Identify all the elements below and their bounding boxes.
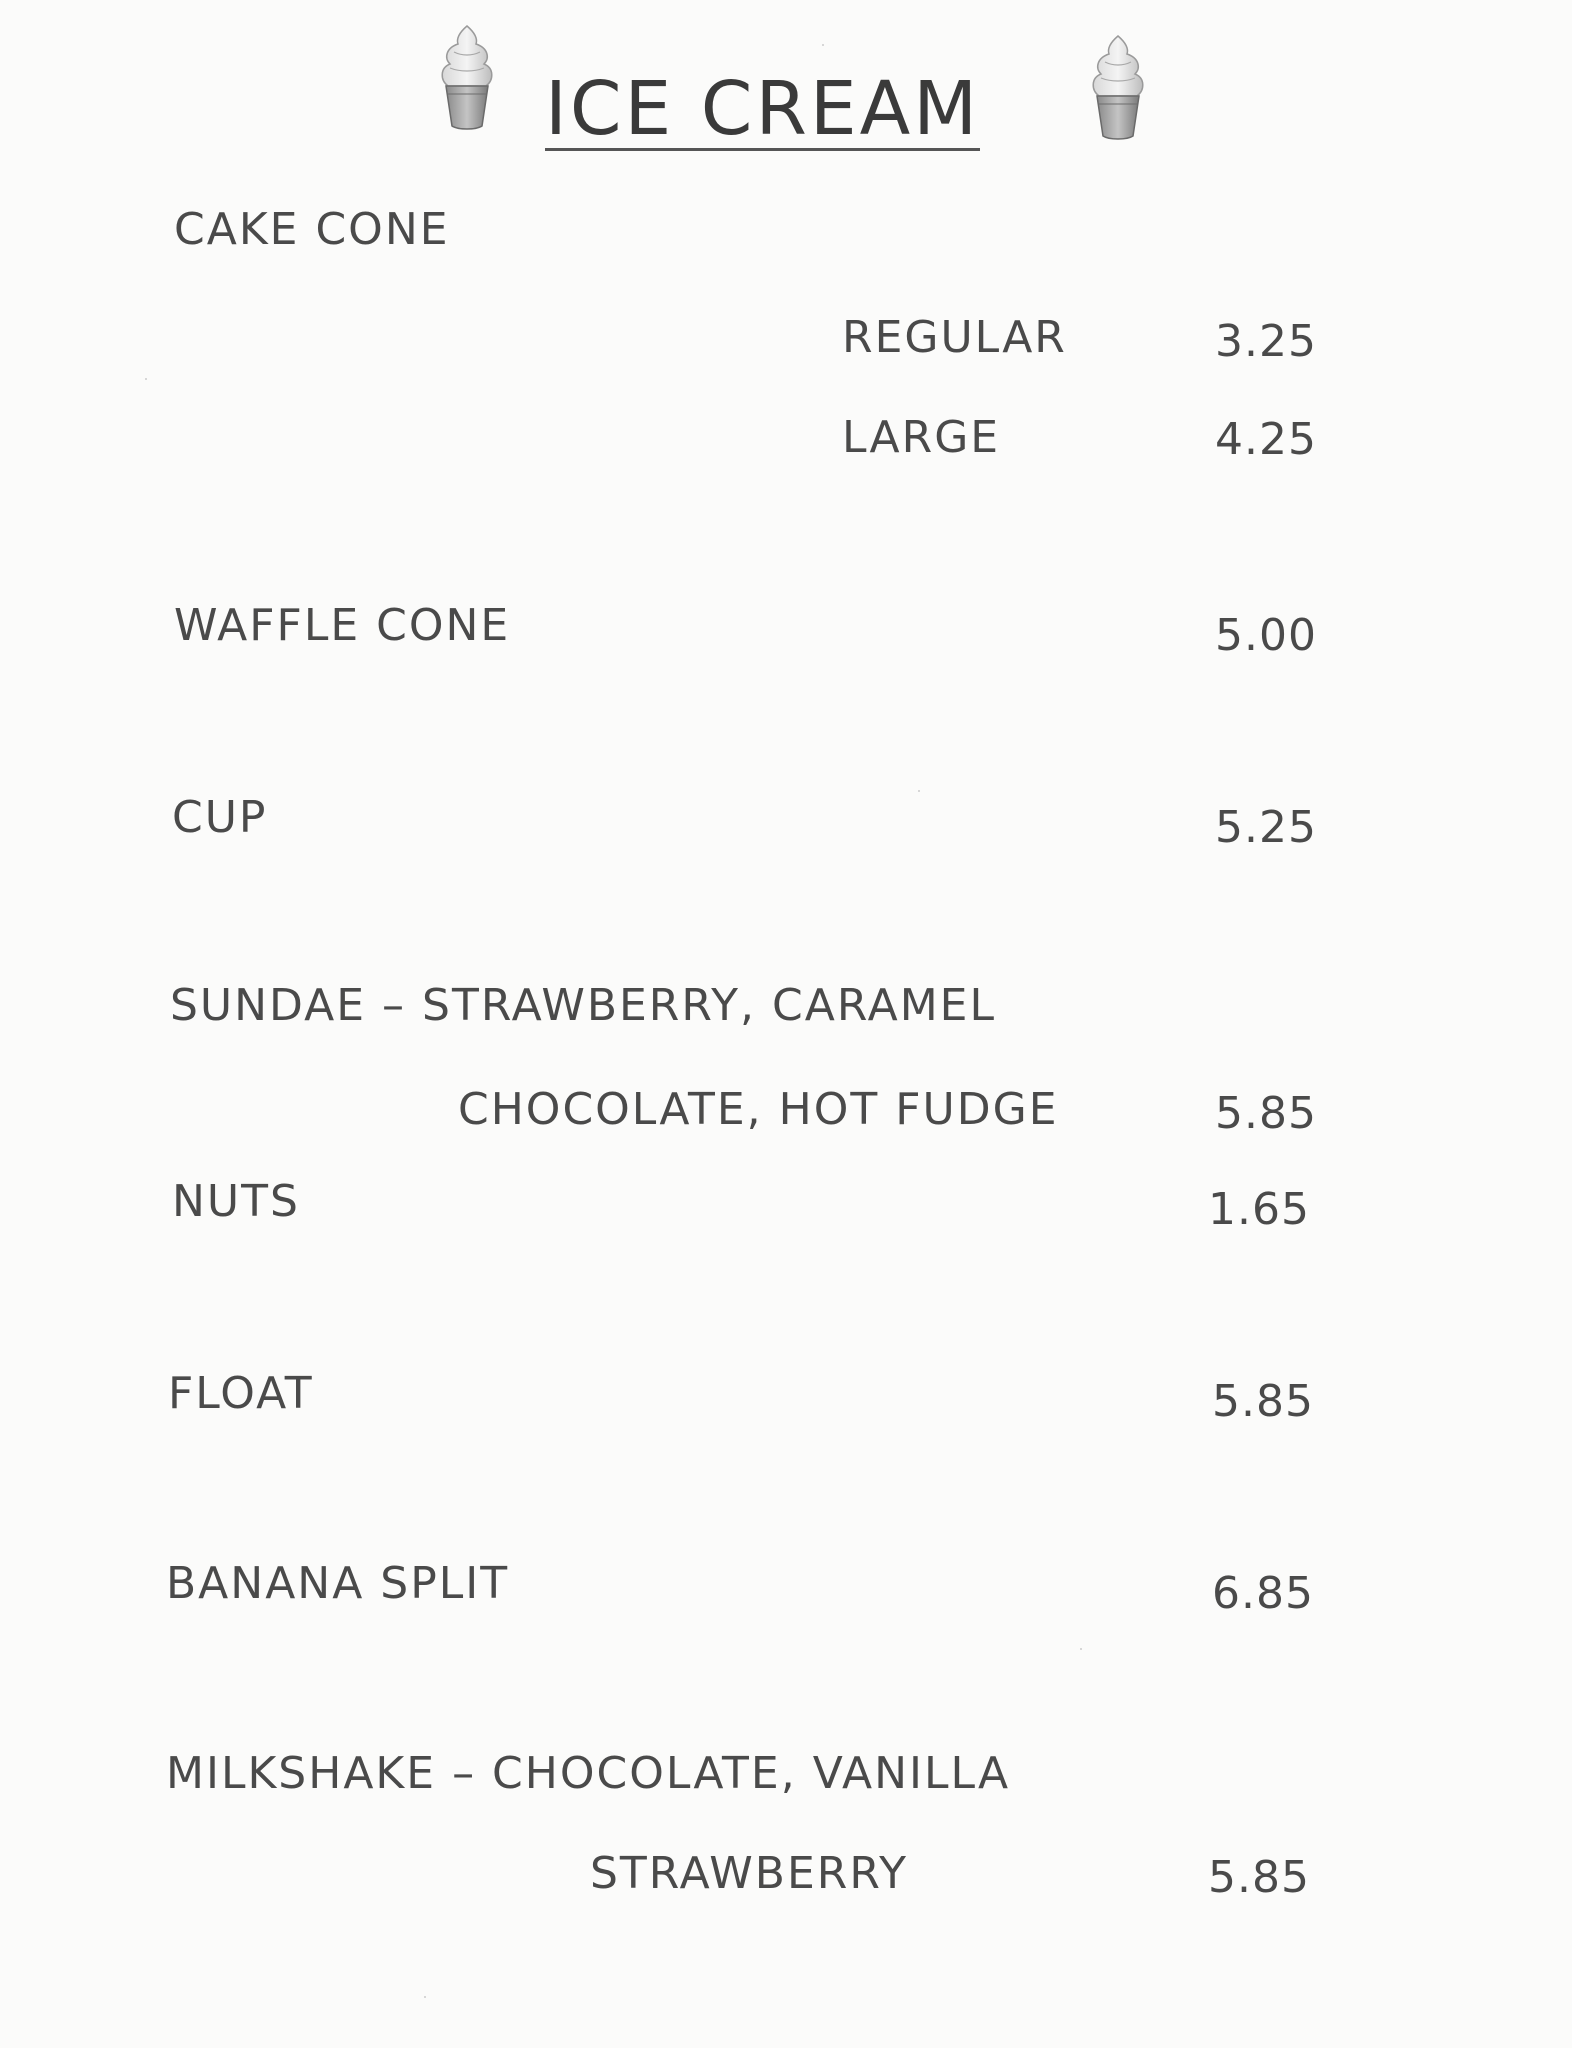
item-banana-split-name: BANANA SPLIT [166, 1558, 510, 1609]
item-milkshake-price: 5.85 [1208, 1852, 1310, 1903]
page-title: ICE CREAM [545, 66, 981, 152]
item-cup-name: CUP [172, 792, 268, 843]
item-milkshake-flavors: STRAWBERRY [590, 1848, 908, 1899]
scan-speck [145, 378, 147, 380]
ice-cream-cone-icon [1083, 32, 1153, 142]
item-nuts-name: NUTS [172, 1176, 300, 1227]
scan-speck [918, 790, 920, 792]
item-nuts-price: 1.65 [1208, 1184, 1310, 1235]
item-milkshake-name: MILKSHAKE – CHOCOLATE, VANILLA [166, 1748, 1011, 1799]
scan-speck [424, 1996, 426, 1998]
item-sundae-name: SUNDAE – STRAWBERRY, CARAMEL [170, 980, 996, 1031]
item-banana-split-price: 6.85 [1212, 1568, 1314, 1619]
scan-speck [822, 44, 824, 46]
item-large-price: 4.25 [1215, 414, 1317, 465]
item-waffle-cone-price: 5.00 [1215, 610, 1317, 661]
item-float-price: 5.85 [1212, 1376, 1314, 1427]
item-sundae-flavors: CHOCOLATE, HOT FUDGE [458, 1084, 1059, 1135]
item-float-name: FLOAT [168, 1368, 314, 1419]
item-regular-name: REGULAR [842, 312, 1067, 363]
item-sundae-price: 5.85 [1215, 1088, 1317, 1139]
item-cake-cone-name: CAKE CONE [174, 204, 450, 255]
item-regular-price: 3.25 [1215, 316, 1317, 367]
item-cup-price: 5.25 [1215, 802, 1317, 853]
item-large-name: LARGE [842, 412, 1001, 463]
item-waffle-cone-name: WAFFLE CONE [174, 600, 511, 651]
scan-speck [1080, 1648, 1082, 1650]
ice-cream-cone-icon [432, 22, 502, 132]
